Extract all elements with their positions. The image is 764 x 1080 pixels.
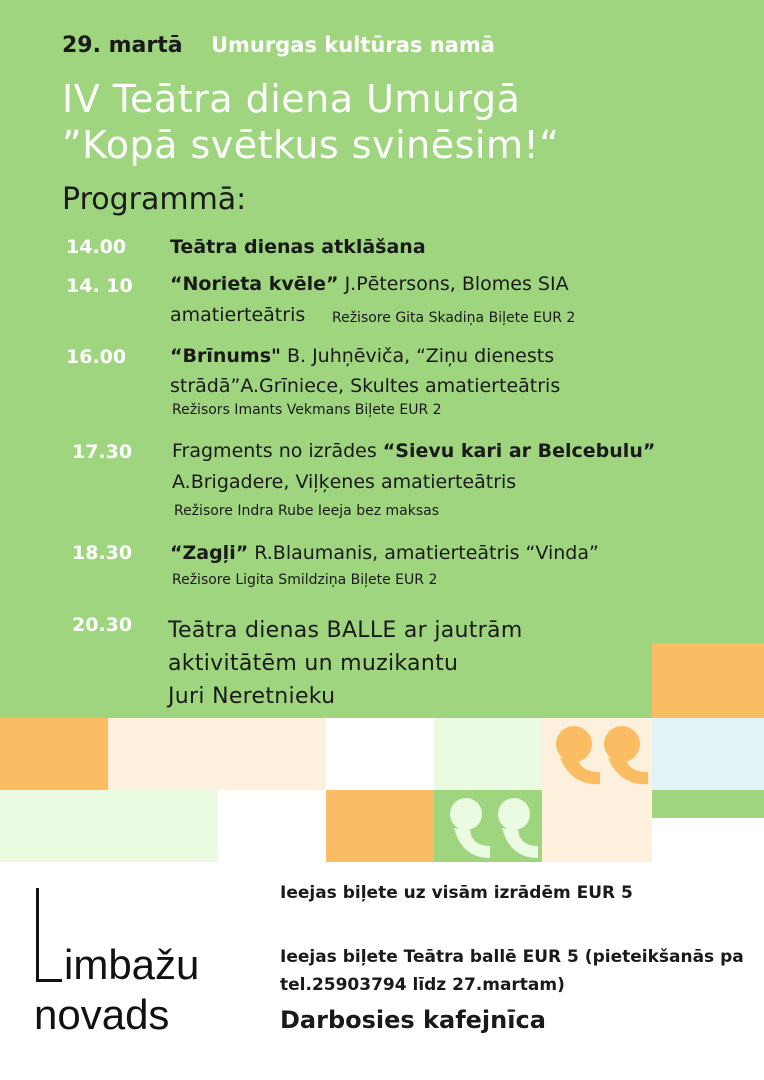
quote-mark-icon (552, 716, 652, 791)
program-title-bold: Teātra dienas atklāšana (170, 236, 426, 258)
quote-mark-icon (444, 792, 542, 862)
title-line-1: IV Teātra diena Umurgā (62, 77, 521, 121)
program-title (172, 440, 655, 462)
program-time: 14. 10 (66, 275, 133, 297)
program-author: J.Pētersons, Blomes SIA (338, 273, 569, 295)
title-line-2: ”Kopā svētkus svinēsim!“ (62, 123, 560, 167)
program-time: 17.30 (72, 441, 133, 463)
ball-line-1: Teātra dienas BALLE ar jautrām (168, 618, 523, 643)
decor-block (652, 718, 764, 790)
event-date: 29. martā (62, 33, 183, 58)
program-time: 14.00 (66, 236, 127, 258)
program-pre: Fragments no izrādes (172, 440, 383, 462)
program-title (170, 542, 599, 564)
program-troupe: amatierteātris (170, 304, 306, 326)
program-credits: Režisors Imants Vekmans Biļete EUR 2 (172, 402, 442, 418)
decor-block (108, 718, 326, 790)
program-troupe: A.Brigadere, Viļķenes amatierteātris (172, 471, 517, 493)
decor-block (652, 790, 764, 818)
program-time: 18.30 (72, 542, 133, 564)
decor-block (108, 790, 218, 862)
decor-block (0, 718, 108, 790)
cafe-info: Darbosies kafejnīca (280, 1006, 546, 1034)
program-time: 16.00 (66, 346, 127, 368)
decor-block (0, 790, 108, 862)
limbazu-novads-logo (34, 888, 264, 1038)
event-title (62, 76, 559, 168)
logo-line-1: imbažu (64, 941, 200, 988)
ball-line-2: aktivitātēm un muzikantu (168, 651, 459, 676)
decor-block (434, 718, 542, 790)
program-time: 20.30 (72, 614, 133, 636)
program-heading: Programmā: (62, 182, 247, 217)
ball-description (168, 614, 523, 713)
program-title-bold: “Zagļi” (170, 542, 249, 564)
program-title-bold: “Brīnums" (170, 345, 281, 367)
program-title (170, 345, 554, 367)
program-author: R.Blaumanis, amatierteātris “Vinda” (248, 542, 599, 564)
program-credits: Režisore Ligita Smildziņa Biļete EUR 2 (172, 572, 438, 588)
event-venue: Umurgas kultūras namā (211, 33, 495, 57)
program-title-bold: “Norieta kvēle” (170, 273, 339, 295)
ticket-all-info: Ieejas biļete uz visām izrādēm EUR 5 (280, 883, 633, 903)
ball-line-3: Juri Neretnieku (168, 684, 336, 709)
logo-l-icon (34, 888, 64, 984)
program-title (170, 236, 426, 258)
program-troupe: strādā”A.Grīniece, Skultes amatierteātris (170, 375, 561, 397)
ticket-ball-info: Ieejas biļete Teātra ballē EUR 5 (pieteikšanās pa tel.25903794 līdz 27.martam) (280, 947, 744, 995)
program-credits: Režisore Gita Skadiņa Biļete EUR 2 (332, 310, 576, 326)
program-author: B. Juhņēviča, “Ziņu dienests (280, 345, 555, 367)
program-credits: Režisore Indra Rube Ieeja bez maksas (174, 503, 439, 519)
program-title (170, 273, 569, 295)
decor-block (652, 643, 764, 718)
program-title-bold: “Sievu kari ar Belcebulu” (382, 440, 656, 462)
decor-block (326, 790, 434, 862)
logo-line-2: novads (34, 991, 170, 1038)
